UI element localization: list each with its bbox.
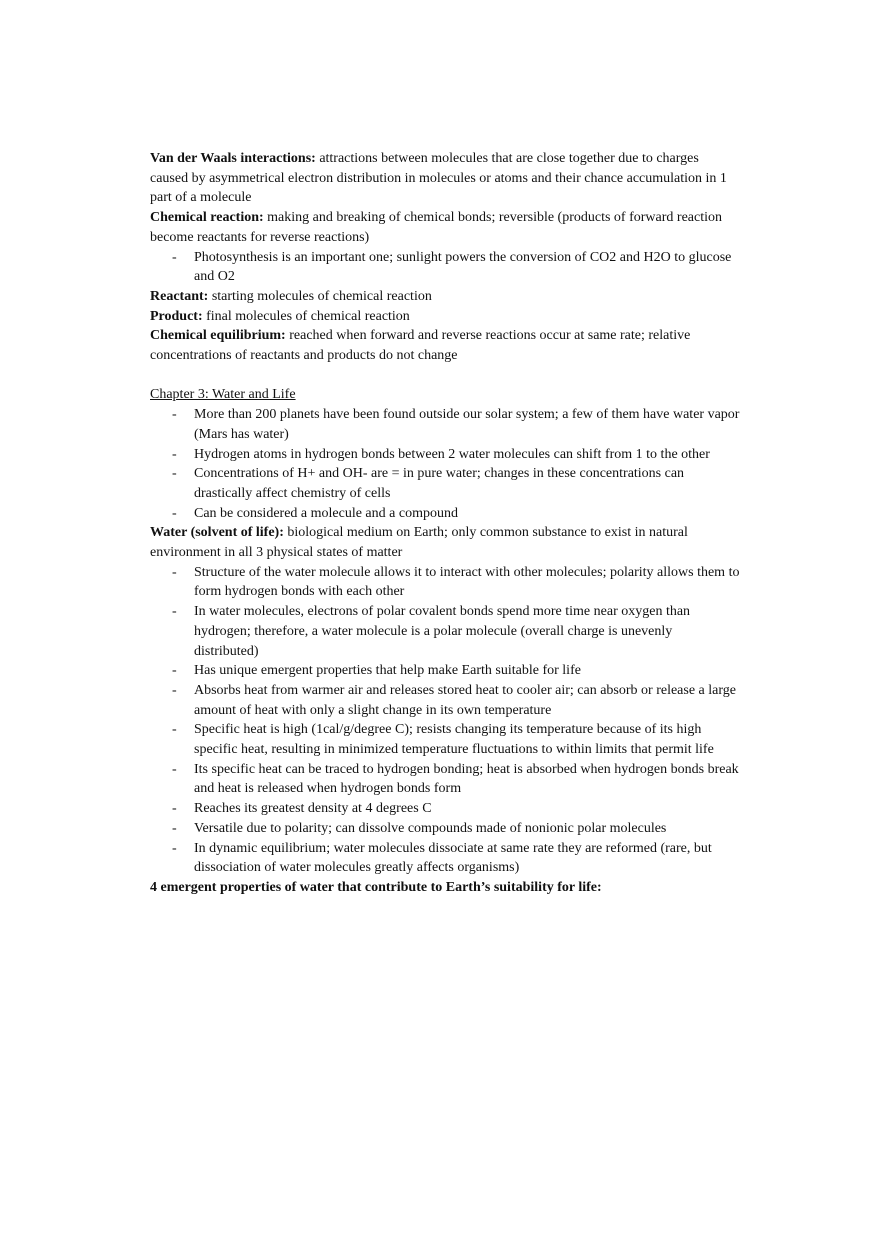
- term-label: Van der Waals interactions:: [150, 151, 316, 166]
- list-item: - Hydrogen atoms in hydrogen bonds between 2 water molecules can shift from 1 to the other: [150, 445, 740, 465]
- list-item: - Versatile due to polarity; can dissolve compounds made of nonionic polar molecules: [150, 819, 740, 839]
- chapter-heading: Chapter 3: Water and Life: [150, 387, 296, 403]
- term-label: Product:: [150, 308, 203, 324]
- water-bullets: [150, 563, 740, 878]
- term-label: Water (solvent of life):: [150, 525, 284, 541]
- definition-text: final molecules of chemical reaction: [202, 308, 410, 324]
- definition-text: starting molecules of chemical reaction: [208, 288, 432, 304]
- definition-text: biological medium on Earth; only common substance to exist in natural environment in all 3 physical states of matter: [150, 525, 688, 561]
- definition-van-der-waals: [150, 149, 740, 208]
- list-item: - Specific heat is high (1cal/g/degree C); resists changing its temperature because of its high specific heat, resulting in minimized temperature fluctuations to within limits that permit life: [150, 720, 740, 759]
- list-item: - Its specific heat can be traced to hydrogen bonding; heat is absorbed when hydrogen bonds break and heat is released when hydrogen bonds form: [150, 760, 740, 799]
- definition-chemical-equilibrium: [150, 326, 740, 365]
- list-item: - Concentrations of H+ and OH- are = in pure water; changes in these concentrations can drastically affect chemistry of cells: [150, 464, 740, 503]
- term-label: Chemical reaction:: [150, 210, 264, 226]
- definition-chemical-reaction: [150, 208, 740, 247]
- blank-line: [150, 366, 740, 386]
- list-item: - In water molecules, electrons of polar covalent bonds spend more time near oxygen than hydrogen; therefore, a water molecule is a polar molecule (overall charge is unevenly distributed): [150, 602, 740, 661]
- list-item: - Structure of the water molecule allows it to interact with other molecules; polarity allows them to form hydrogen bonds with each other: [150, 563, 740, 602]
- definition-text: making and breaking of chemical bonds; reversible (products of forward reaction become reactants for reverse reactions): [150, 210, 722, 245]
- list-item: - Can be considered a molecule and a compound: [150, 504, 740, 524]
- definition-text: attractions between molecules that are close together due to charges caused by asymmetrical electron distribution in molecules or atoms and their chance accumulation in 1 part of a molecule: [150, 151, 727, 206]
- term-label: Reactant:: [150, 288, 209, 304]
- definition-product: [150, 307, 740, 327]
- definition-water: [150, 523, 740, 562]
- emergent-properties-heading: 4 emergent properties of water that contribute to Earth’s suitability for life:: [150, 880, 602, 895]
- list-item: - More than 200 planets have been found outside our solar system; a few of them have water vapor (Mars has water): [150, 405, 740, 444]
- list-item: - Reaches its greatest density at 4 degrees C: [150, 799, 740, 819]
- definition-text: reached when forward and reverse reactions occur at same rate; relative concentrations of reactants and products do not change: [150, 328, 691, 364]
- chemical-reaction-bullets: [150, 248, 740, 287]
- document-page: [150, 149, 740, 898]
- definition-reactant: [150, 287, 740, 307]
- chapter-bullets: [150, 405, 740, 523]
- list-item: - Photosynthesis is an important one; sunlight powers the conversion of CO2 and H2O to glucose and O2: [150, 248, 740, 287]
- list-item: - In dynamic equilibrium; water molecules dissociate at same rate they are reformed (rare, but dissociation of water molecules greatly affects organisms): [150, 839, 740, 878]
- list-item: - Absorbs heat from warmer air and releases stored heat to cooler air; can absorb or release a large amount of heat with only a slight change in its own temperature: [150, 681, 740, 720]
- term-label: Chemical equilibrium:: [150, 328, 286, 344]
- list-item: - Has unique emergent properties that help make Earth suitable for life: [150, 661, 740, 681]
